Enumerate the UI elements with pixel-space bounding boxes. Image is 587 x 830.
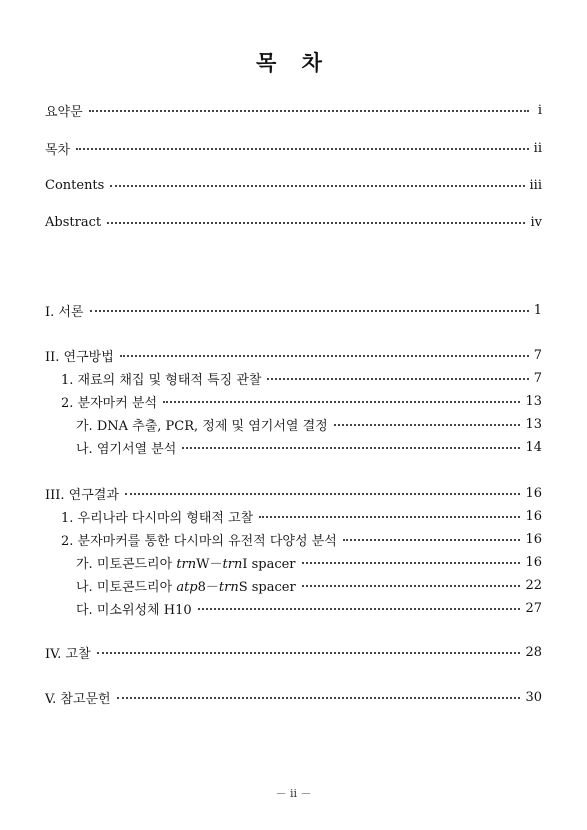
toc-page-number: 13 xyxy=(525,416,542,432)
toc-label xyxy=(76,553,296,572)
toc-entry-contents-en[interactable] xyxy=(45,176,542,194)
toc-leader-dots xyxy=(334,424,521,426)
toc-entry-contents-ko[interactable] xyxy=(45,139,542,157)
toc-label: 1. 재료의 채집 및 형태적 특징 관찰 xyxy=(61,372,262,388)
gene-name-italic: trn xyxy=(176,556,197,572)
label-prefix: 가. 미토콘드리아 xyxy=(76,556,177,572)
toc-leader-dots xyxy=(117,697,521,699)
toc-label: 나. 염기서열 분석 xyxy=(76,441,177,457)
toc-entry-ch1[interactable] xyxy=(45,301,542,319)
toc-leader-dots xyxy=(182,447,520,449)
toc-entry-ch3-2[interactable] xyxy=(61,530,542,548)
toc-label xyxy=(76,576,296,595)
label-suffix: I spacer xyxy=(242,556,296,572)
label-prefix: 나. 미토콘드리아 xyxy=(76,579,177,595)
toc-page-number: ii xyxy=(533,140,542,156)
toc-page-number: 13 xyxy=(525,393,542,409)
toc-leader-dots xyxy=(259,516,520,518)
toc-entry-ch2-2-na[interactable] xyxy=(76,438,542,456)
toc-page-number: iii xyxy=(529,177,542,193)
toc-leader-dots xyxy=(302,585,521,587)
toc-entry-abstract[interactable] xyxy=(45,213,542,231)
toc-label: 가. DNA 추출, PCR, 정제 및 염기서열 결정 xyxy=(76,418,328,434)
toc-entry-ch3[interactable] xyxy=(45,484,542,502)
gene-name-italic: trn xyxy=(222,556,243,572)
label-suffix: S spacer xyxy=(238,579,296,595)
toc-page-number: 7 xyxy=(533,370,542,386)
toc-label: 1. 우리나라 다시마의 형태적 고찰 xyxy=(61,510,254,526)
toc-page-number: 1 xyxy=(533,302,542,318)
toc-label: 다. 미소위성체 H10 xyxy=(76,602,192,618)
toc-entry-ch2-2[interactable] xyxy=(61,392,542,410)
toc-leader-dots xyxy=(302,562,521,564)
toc-leader-dots xyxy=(198,608,521,610)
toc-label: II. 연구방법 xyxy=(45,349,114,365)
toc-leader-dots xyxy=(120,355,529,357)
toc-label: I. 서론 xyxy=(45,304,84,320)
toc-entry-ch3-2-da[interactable] xyxy=(76,599,542,617)
toc-label: III. 연구결과 xyxy=(45,487,119,503)
toc-leader-dots xyxy=(107,222,525,224)
toc-leader-dots xyxy=(110,185,524,187)
toc-label: V. 참고문헌 xyxy=(45,691,111,707)
toc-label: 목차 xyxy=(45,142,71,158)
toc-page-number: i xyxy=(537,102,542,118)
toc-label: 2. 분자마커를 통한 다시마의 유전적 다양성 분석 xyxy=(61,533,337,549)
page-title: 목 차 xyxy=(256,51,331,75)
toc-entry-ch3-1[interactable] xyxy=(61,507,542,525)
toc-label: 2. 분자마커 분석 xyxy=(61,395,158,411)
label-mid: 8－ xyxy=(197,579,219,595)
toc-entry-ch5[interactable] xyxy=(45,688,542,706)
toc-leader-dots xyxy=(267,378,528,380)
toc-page-number: iv xyxy=(530,214,542,230)
toc-page-number: 7 xyxy=(533,347,542,363)
toc-leader-dots xyxy=(89,110,529,112)
toc-entry-ch4[interactable] xyxy=(45,643,542,661)
toc-page-number: 27 xyxy=(525,600,542,616)
toc-leader-dots xyxy=(76,148,529,150)
toc-leader-dots xyxy=(90,310,529,312)
toc-label: IV. 고찰 xyxy=(45,646,91,662)
toc-page-number: 28 xyxy=(525,644,542,660)
toc-entry-ch3-2-ga[interactable] xyxy=(76,553,542,571)
gene-name-italic: atp xyxy=(176,579,198,595)
toc-leader-dots xyxy=(97,652,521,654)
label-mid: W－ xyxy=(196,556,223,572)
gene-name-italic: trn xyxy=(218,579,239,595)
toc-entry-ch2[interactable] xyxy=(45,346,542,364)
toc-label: Contents xyxy=(45,177,105,193)
toc-page-number: 30 xyxy=(525,689,542,705)
toc-entry-ch3-2-na[interactable] xyxy=(76,576,542,594)
page-footer-number: － ii － xyxy=(275,787,312,800)
toc-page-number: 16 xyxy=(525,531,542,547)
toc-page-number: 22 xyxy=(525,577,542,593)
toc-leader-dots xyxy=(125,493,521,495)
toc-leader-dots xyxy=(343,539,521,541)
toc-entry-ch2-1[interactable] xyxy=(61,369,542,387)
toc-page-number: 16 xyxy=(525,508,542,524)
toc-label: 요약문 xyxy=(45,104,83,120)
toc-label: Abstract xyxy=(45,214,102,230)
toc-entry-ch2-2-ga[interactable] xyxy=(76,415,542,433)
toc-page-number: 16 xyxy=(525,554,542,570)
toc-entry-summary[interactable] xyxy=(45,101,542,119)
toc-page-number: 14 xyxy=(525,439,542,455)
toc-page-number: 16 xyxy=(525,485,542,501)
toc-leader-dots xyxy=(163,401,520,403)
